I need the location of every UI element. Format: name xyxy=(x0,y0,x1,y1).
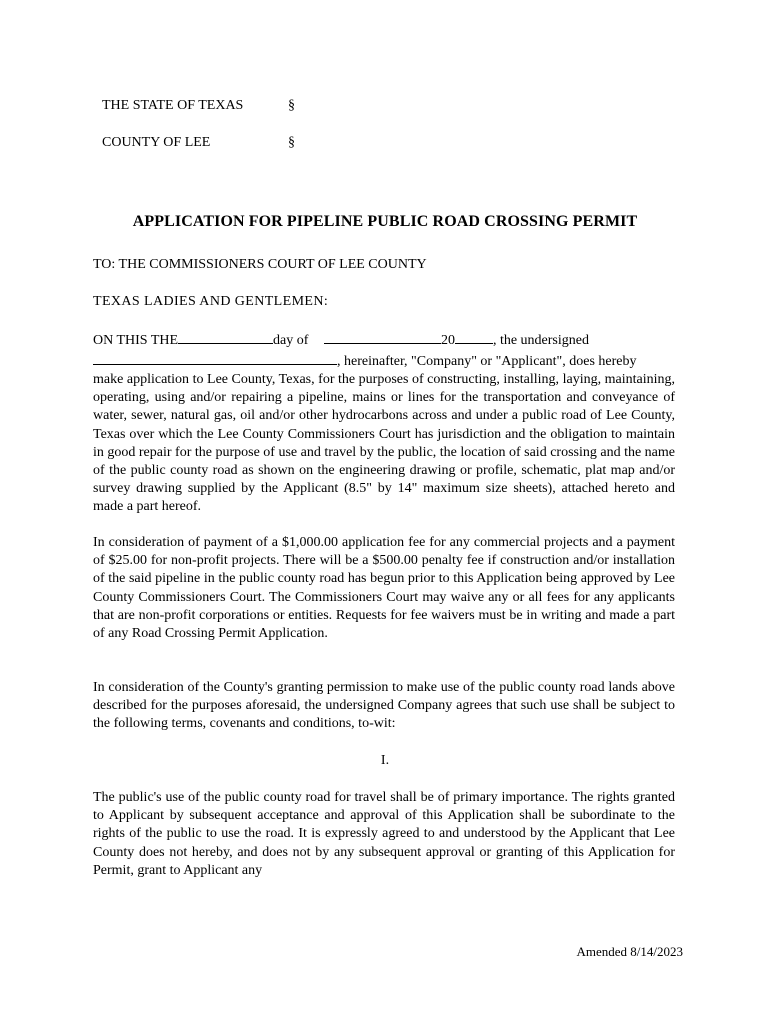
month-blank-field[interactable] xyxy=(324,331,441,344)
year-blank-field[interactable] xyxy=(455,331,493,344)
application-body-paragraph: make application to Lee County, Texas, for the purposes of constructing, installing, laying, maintaining, operating, using and/or repairing a pipeline, mains or lines for the transportation and conveyance of water, sewer, natural gas, oil and/or other hydrocarbons across and under a public road of Lee County, Texas over which the Lee County Commissioners Court has jurisdiction and the obligation to maintain in good repair for the purpose of use and travel by the public, the location of said crossing and the name of the public county road as shown on the engineering drawing or profile, schematic, plat map and/or survey drawing supplied by the Applicant (8.5" by 14" maximum size sheets), attached hereto and made a part hereof. xyxy=(93,372,675,515)
caption-county-row xyxy=(102,135,308,151)
caption-county-label: COUNTY OF LEE xyxy=(102,135,211,150)
document-title: APPLICATION FOR PIPELINE PUBLIC ROAD CROSSING PERMIT xyxy=(132,213,638,230)
hereinafter-text: , hereinafter, "Company" or "Applicant", does hereby xyxy=(337,354,637,369)
fee-paragraph: In consideration of payment of a $1,000.00 application fee for any commercial projects and a payment of $25.00 for non-profit projects. There will be a $500.00 penalty fee if construction and/or installation of the said pipeline in the public county road has begun prior to this Application being approved by Lee County Commissioners Court. The Commissioners Court may waive any or all fees for any applicants that are non-profit corporations or entities. Requests for fee waivers must be in writing and made a part of any Road Crossing Permit Application. xyxy=(93,535,675,642)
opening-date-line xyxy=(93,331,589,349)
section-number: I. xyxy=(380,753,390,768)
company-name-line xyxy=(93,352,636,370)
caption-state-label: THE STATE OF TEXAS xyxy=(102,98,244,113)
caption-section-mark: § xyxy=(288,135,295,150)
on-this-the-text: ON THIS THE xyxy=(93,333,179,348)
consideration-paragraph: In consideration of the County's granting permission to make use of the public county road lands above described for the purposes aforesaid, the undersigned Company agrees that such use shall be subject to the following terms, covenants and conditions, to-wit: xyxy=(93,680,675,732)
company-name-blank-field[interactable] xyxy=(93,352,337,365)
amended-date-footer: Amended 8/14/2023 xyxy=(576,944,683,959)
addressee: TO: THE COMMISSIONERS COURT OF LEE COUNTY xyxy=(93,257,427,272)
year-prefix-text: 20 xyxy=(440,333,455,348)
salutation: TEXAS LADIES AND GENTLEMEN: xyxy=(93,294,329,309)
section-one-paragraph: The public's use of the public county road for travel shall be of primary importance. The rights granted to Applicant by subsequent acceptance and approval of this Application shall be subordinate to the rights of the public to use the road. It is expressly agreed to and understood by the Applicant that Lee County does not hereby, and does not by any subsequent approval or granting of this Application for Permit, grant to Applicant any xyxy=(93,790,675,878)
day-of-text: day of xyxy=(273,333,309,348)
day-blank-field[interactable] xyxy=(178,331,273,344)
caption-section-mark: § xyxy=(288,98,295,113)
caption-state-row xyxy=(102,98,308,114)
the-undersigned-text: , the undersigned xyxy=(492,333,589,348)
